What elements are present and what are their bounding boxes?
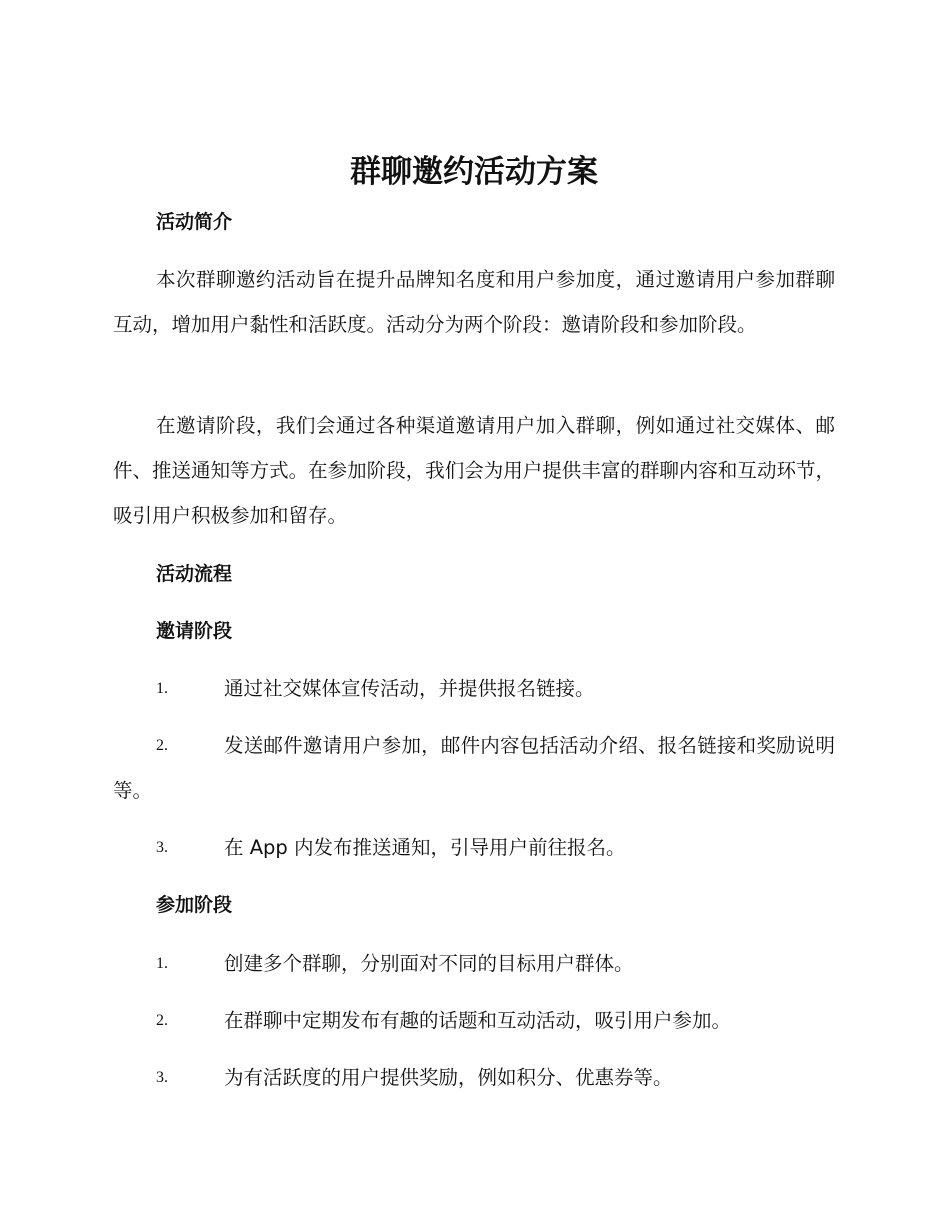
- list-item: [113, 1055, 835, 1100]
- list-item-text: 为有活跃度的用户提供奖励，例如积分、优惠券等。: [224, 1066, 673, 1089]
- list-item: [113, 941, 835, 986]
- list-item-text: 在 App 内发布推送通知，引导用户前往报名。: [224, 836, 626, 859]
- list-item-text: 创建多个群聊，分别面对不同的目标用户群体。: [224, 952, 634, 975]
- intro-paragraph-2: 在邀请阶段，我们会通过各种渠道邀请用户加入群聊，例如通过社交媒体、邮件、推送通知等方式。在参加阶段，我们会为用户提供丰富的群聊内容和互动环节，吸引用户积极参加和留存。: [113, 414, 835, 527]
- list-item-text: 发送邮件邀请用户参加，邮件内容包括活动介绍、报名链接和奖励说明等。: [113, 734, 835, 802]
- list-item-number: 1.: [156, 955, 168, 972]
- list-item-number: 2.: [156, 737, 168, 754]
- list-item-number: 3.: [156, 1069, 168, 1086]
- list-item-text: 通过社交媒体宣传活动，并提供报名链接。: [224, 677, 595, 700]
- list-item: [113, 998, 835, 1043]
- list-item-number: 1.: [156, 680, 168, 697]
- document-title: 群聊邀约活动方案: [350, 154, 598, 190]
- section-heading-invite-phase: 邀请阶段: [156, 620, 233, 642]
- list-item-number: 3.: [156, 839, 168, 856]
- section-heading-intro: 活动简介: [156, 211, 233, 233]
- list-item: [113, 723, 835, 813]
- list-item: [113, 666, 835, 711]
- intro-paragraph-1: 本次群聊邀约活动旨在提升品牌知名度和用户参加度，通过邀请用户参加群聊互动，增加用户黏性和活跃度。活动分为两个阶段：邀请阶段和参加阶段。: [113, 268, 835, 336]
- list-item-number: 2.: [156, 1012, 168, 1029]
- list-item: [113, 825, 835, 870]
- list-item-text: 在群聊中定期发布有趣的话题和互动活动，吸引用户参加。: [224, 1009, 732, 1032]
- section-heading-join-phase: 参加阶段: [156, 894, 233, 916]
- section-heading-process: 活动流程: [156, 563, 233, 585]
